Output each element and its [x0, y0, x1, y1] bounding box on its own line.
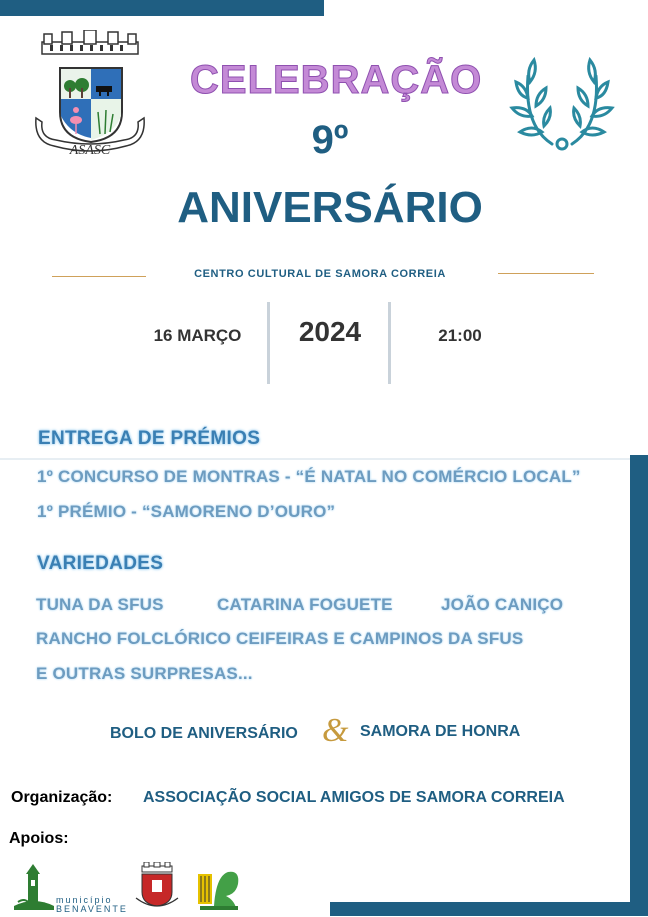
council-crest-icon: [134, 862, 180, 912]
event-date: 16 MARÇO: [153, 326, 242, 345]
organization-label: Organização:: [11, 789, 113, 806]
bottom-border-bar: [330, 902, 648, 916]
award-item-1: 1º CONCURSO DE MONTRAS - “É NATAL NO COMÉRCIO LOCAL”: [37, 467, 581, 486]
municipality-name: [56, 896, 128, 914]
right-border-bar: [630, 455, 648, 916]
title-celebration: CELEBRAÇÃO: [190, 58, 483, 102]
variety-act-1: TUNA DA SFUS: [36, 595, 164, 614]
variety-line-3: E OUTRAS SURPRESAS...: [36, 664, 253, 683]
award-item-2: 1º PRÉMIO - “SAMORENO D’OURO”: [37, 502, 336, 521]
awards-heading: ENTREGA DE PRÉMIOS: [38, 428, 261, 449]
date-separator-right: [388, 302, 391, 384]
date-separator-left: [267, 302, 270, 384]
honor-text: SAMORA DE HONRA: [360, 723, 521, 740]
organization-name: ASSOCIAÇÃO SOCIAL AMIGOS DE SAMORA CORREIA: [143, 789, 565, 806]
title-anniversary: ANIVERSÁRIO: [177, 183, 483, 232]
ampersand: &: [322, 712, 349, 749]
municipality-line-2: BENAVENTE: [56, 904, 128, 914]
variety-line-2: RANCHO FOLCLÓRICO CEIFEIRAS E CAMPINOS DA SFUS: [36, 629, 524, 648]
crest-text: ASASC: [69, 143, 111, 158]
variety-act-3: JOÃO CANIÇO: [441, 595, 564, 614]
title-ordinal: 9º: [311, 118, 349, 162]
top-border-bar: [0, 0, 324, 16]
supports-label: Apoios:: [9, 830, 69, 847]
gold-divider-right: [498, 273, 594, 274]
variety-act-2: CATARINA FOGUETE: [217, 595, 393, 614]
municipality-line-1: município: [56, 895, 113, 905]
variety-heading: VARIEDADES: [37, 553, 164, 574]
panel-divider: [0, 458, 630, 460]
laurel-wreath-icon: [506, 46, 618, 154]
association-crest-logo: [30, 30, 150, 160]
cake-text: BOLO DE ANIVERSÁRIO: [110, 725, 298, 742]
gold-divider-left: [52, 276, 146, 277]
event-time: 21:00: [438, 326, 482, 345]
event-year: 2024: [298, 316, 362, 347]
sponsor-logo-icon: [196, 866, 242, 912]
municipality-tower-icon: [14, 862, 54, 912]
venue-text: CENTRO CULTURAL DE SAMORA CORREIA: [194, 268, 446, 280]
